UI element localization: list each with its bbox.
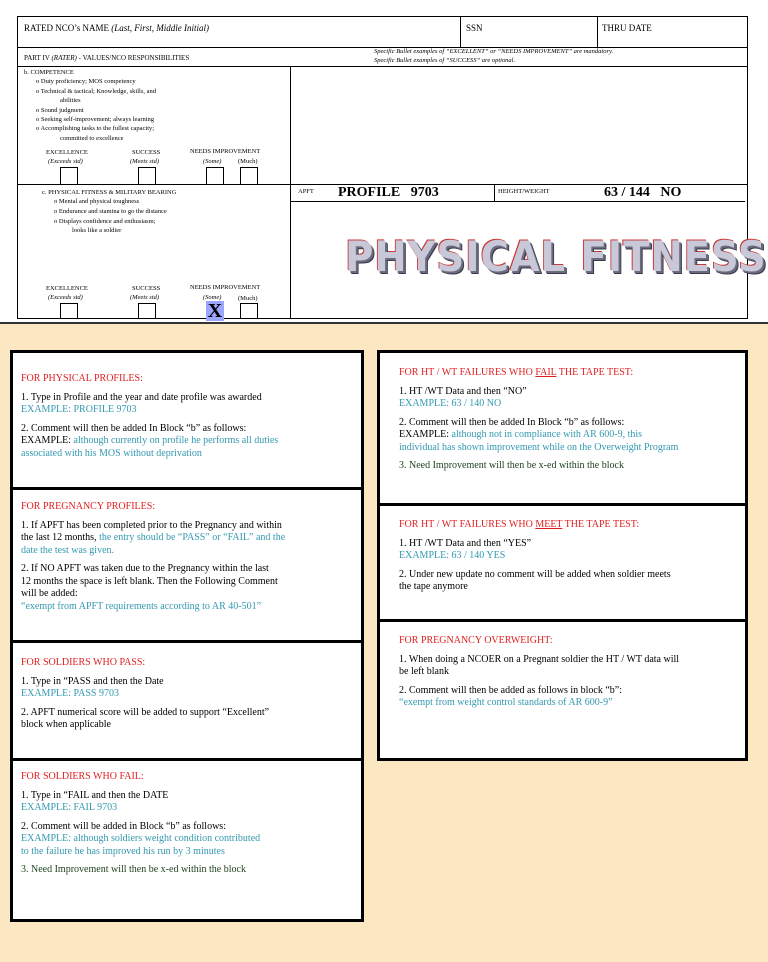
- height-weight-label: HEIGHT/WEIGHT: [498, 188, 550, 195]
- example-line: associated with his MOS without deprivation: [21, 447, 202, 459]
- excellence-sub: (Exceeds std): [48, 294, 83, 301]
- example-line: EXAMPLE: 63 / 140 YES: [399, 550, 506, 561]
- competence-item: o Sound judgment: [36, 107, 84, 114]
- section-heading: FOR PREGNANCY PROFILES:: [21, 501, 156, 512]
- section-heading: FOR HT / WT FAILURES WHO MEET THE TAPE TEST:: [399, 519, 640, 530]
- excellence-label: EXCELLENCE: [46, 149, 88, 156]
- fitness-item: o Mental and physical toughness: [54, 198, 140, 205]
- section-heading: FOR SOLDIERS WHO PASS:: [21, 657, 146, 668]
- section-heading: FOR SOLDIERS WHO FAIL:: [21, 771, 144, 782]
- competence-item: committed to excellence: [60, 135, 124, 142]
- example-line: “exempt from APFT requirements according to AR 40-501”: [21, 600, 262, 612]
- success-label: SUCCESS: [132, 149, 161, 156]
- excellence-sub: (Exceeds std): [48, 158, 83, 165]
- instruction-line: 1. Type in “PASS and then the Date: [21, 675, 164, 687]
- instruction-line: 1. HT /WT Data and then “NO”: [399, 385, 527, 397]
- much-label: (Much): [238, 158, 258, 165]
- instruction-line: 2. Comment will be added in Block “b” as follows:: [21, 820, 226, 832]
- instruction-line: 2. If NO APFT was taken due to the Pregnancy within the last: [21, 563, 269, 574]
- section-divider: [380, 619, 745, 622]
- example-line: EXAMPLE: PASS 9703: [21, 688, 119, 699]
- success-label: SUCCESS: [132, 285, 161, 292]
- example-line: EXAMPLE: PROFILE 9703: [21, 404, 137, 415]
- section-divider: [13, 758, 361, 761]
- competence-item: o Seeking self-improvement; always learning: [36, 116, 155, 123]
- instruction-line: 12 months the space is left blank. Then the Following Comment: [21, 575, 278, 587]
- competence-success-checkbox[interactable]: [138, 167, 156, 185]
- part-iv-label: PART IV (RATER) - VALUES/NCO RESPONSIBILITIES: [24, 54, 190, 62]
- much-label: (Much): [238, 295, 258, 302]
- competence-item: abilities: [60, 97, 81, 104]
- section-heading: FOR HT / WT FAILURES WHO FAIL THE TAPE TEST:: [399, 367, 634, 378]
- section-heading: FOR PHYSICAL PROFILES:: [21, 373, 143, 384]
- excellence-label: EXCELLENCE: [46, 285, 88, 292]
- needs-improvement-label: NEEDS IMPROVEMENT: [190, 148, 261, 155]
- instruction-line: 3. Need Improvement will then be x-ed within the block: [21, 864, 246, 875]
- competence-title: b. COMPETENCE: [24, 69, 74, 76]
- competence-excellence-checkbox[interactable]: [60, 167, 78, 185]
- instruction-line: block when applicable: [21, 719, 111, 730]
- instruction-line: 1. If APFT has been completed prior to the Pregnancy and within: [21, 519, 282, 531]
- instruction-line: 2. Comment will then be added In Block “b” as follows:: [399, 416, 625, 428]
- competence-item: o Duty proficiency; MOS competency: [36, 78, 136, 85]
- bullet-note-2: Specific Bullet examples of “SUCCESS” are optional.: [374, 57, 516, 64]
- example-line: EXAMPLE: FAIL 9703: [21, 802, 118, 813]
- instruction-line: 3. Need Improvement will then be x-ed within the block: [399, 460, 624, 471]
- htwt-fail-tape-section: [380, 367, 745, 473]
- pregnancy-profiles-section: [13, 501, 361, 613]
- instruction-line: the last 12 months, the entry should be “PASS” or “FAIL” and the: [21, 532, 286, 543]
- apft-label: APFT: [298, 188, 314, 195]
- rated-nco-name-label: RATED NCO’s NAME (Last, First, Middle Initial): [24, 23, 210, 33]
- soldiers-pass-section: [13, 657, 361, 732]
- apft-value: PROFILE 9703: [338, 185, 439, 200]
- instruction-line: 1. Type in “FAIL and then the DATE: [21, 789, 169, 801]
- ssn-label: SSN: [466, 23, 483, 33]
- example-line: to the failure he has improved his run by 3 minutes: [21, 845, 225, 857]
- instruction-line: 2. Comment will then be added as follows in block “b”:: [399, 684, 623, 696]
- right-instructions-panel: [377, 350, 748, 761]
- instruction-line: 1. Type in Profile and the year and date profile was awarded: [21, 391, 262, 403]
- instruction-line: 2. Under new update no comment will be added when soldier meets: [399, 568, 671, 580]
- competence-some-checkbox[interactable]: [206, 167, 224, 185]
- section-heading: FOR PREGNANCY OVERWEIGHT:: [399, 635, 553, 646]
- section-divider: [380, 503, 745, 506]
- htwt-meet-tape-section: [380, 519, 745, 594]
- section-divider: [13, 487, 361, 490]
- instruction-line: will be added:: [21, 588, 78, 599]
- fitness-item: looks like a soldier: [72, 227, 122, 234]
- example-line: EXAMPLE: although currently on profile he performs all duties: [21, 435, 279, 446]
- instruction-line: be left blank: [399, 666, 449, 677]
- fitness-item: o Endurance and stamina to go the distance: [54, 208, 167, 215]
- example-line: EXAMPLE: 63 / 140 NO: [399, 398, 502, 409]
- needs-improvement-label: NEEDS IMPROVEMENT: [190, 284, 261, 291]
- example-line: individual has shown improvement while on the Overweight Program: [399, 441, 679, 453]
- section-divider: [13, 640, 361, 643]
- fitness-item: o Displays confidence and enthusiasm;: [54, 218, 156, 225]
- instruction-line: the tape anymore: [399, 581, 468, 592]
- example-line: EXAMPLE: although soldiers weight condition contributed: [21, 833, 261, 844]
- instruction-line: 2. Comment will then be added In Block “b” as follows:: [21, 422, 247, 434]
- instruction-line: 1. When doing a NCOER on a Pregnant soldier the HT / WT data will: [399, 653, 680, 665]
- example-line: date the test was given.: [21, 544, 115, 556]
- success-sub: (Meets std): [130, 294, 160, 301]
- example-line: EXAMPLE: although not in compliance with AR 600-9, this: [399, 429, 643, 440]
- instruction-line: 1. HT /WT Data and then “YES”: [399, 537, 532, 549]
- thru-date-label: THRU DATE: [602, 23, 652, 33]
- height-weight-value: 63 / 144 NO: [604, 185, 682, 200]
- fitness-excellence-checkbox[interactable]: [60, 303, 78, 319]
- competence-item: o Technical & tactical; Knowledge, skills, and: [36, 88, 157, 95]
- fitness-success-checkbox[interactable]: [138, 303, 156, 319]
- fitness-some-x-mark[interactable]: X: [207, 300, 223, 322]
- physical-fitness-banner: PHYSICAL FITNESS: [345, 232, 767, 281]
- fitness-much-checkbox[interactable]: [240, 303, 258, 319]
- success-sub: (Meets std): [130, 158, 160, 165]
- pregnancy-overweight-section: [380, 635, 745, 710]
- example-line: “exempt from weight control standards of AR 600-9”: [399, 697, 613, 708]
- instruction-line: 2. APFT numerical score will be added to support “Excellent”: [21, 706, 270, 718]
- soldiers-fail-section: [13, 771, 361, 877]
- some-label: (Some): [203, 158, 222, 165]
- physical-profiles-section: [13, 373, 361, 460]
- some-label: (Some): [203, 294, 222, 301]
- fitness-title: c. PHYSICAL FITNESS & MILITARY BEARING: [42, 189, 177, 196]
- competence-item: o Accomplishing tasks to the fullest capacity;: [36, 125, 155, 132]
- bullet-note-1: Specific Bullet examples of “EXCELLENT” or “NEEDS IMPROVEMENT” are mandatory.: [374, 48, 614, 55]
- left-instructions-panel: [10, 350, 364, 922]
- competence-much-checkbox[interactable]: [240, 167, 258, 185]
- ncoer-form: [0, 0, 768, 322]
